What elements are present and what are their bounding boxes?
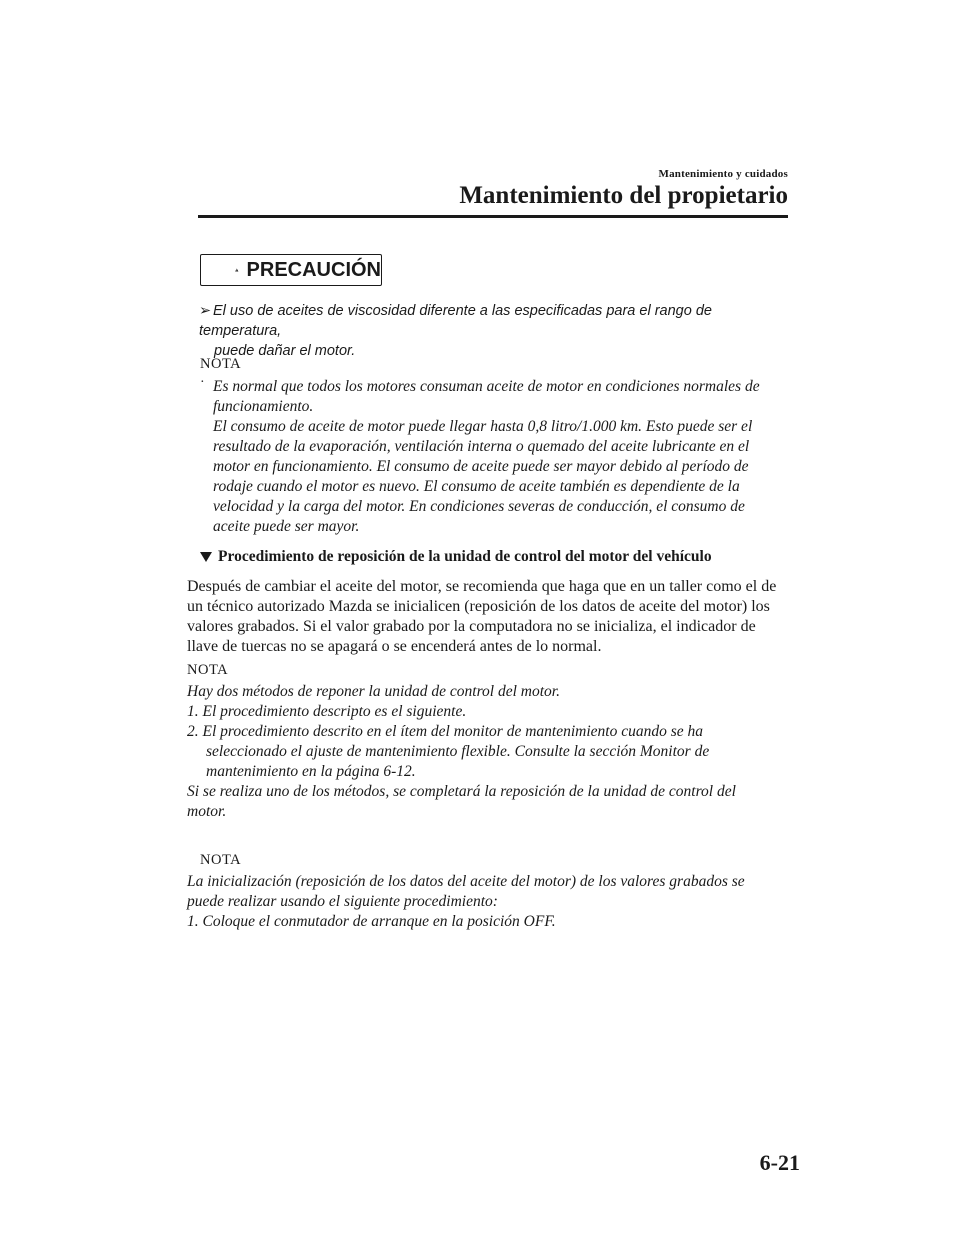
body-line: un técnico autorizado Mazda se inicialicen (reposición de los datos de aceite del motor) los [187, 598, 770, 615]
bullet-dot-icon: · [200, 375, 205, 390]
caution-line: El uso de aceites de viscosidad diferente a las especificadas para el rango de temperatura, [199, 303, 712, 339]
list-item: 2. El procedimiento descrito en el ítem del monitor de mantenimiento cuando se ha [187, 723, 703, 740]
caution-label: PRECAUCIÓN [246, 258, 381, 281]
list-item-continuation: seleccionado el ajuste de mantenimiento flexible. Consulte la sección Monitor de [206, 743, 710, 760]
nota-line: rodaje cuando el motor es nuevo. El consumo de aceite también es dependiente de la [213, 478, 740, 495]
list-item: 1. Coloque el conmutador de arranque en la posición OFF. [187, 913, 556, 930]
triangle-down-icon [200, 551, 212, 563]
caution-line: puede dañar el motor. [214, 343, 356, 359]
nota-line: motor en funcionamiento. El consumo de aceite puede ser mayor debido al período de [213, 458, 749, 475]
nota-line: Hay dos métodos de reponer la unidad de control del motor. [187, 683, 560, 700]
nota-line: puede realizar usando el siguiente procedimiento: [187, 893, 498, 910]
arrow-right-icon: ➢ [199, 303, 212, 319]
section-title: Mantenimiento del propietario [459, 182, 788, 209]
list-item-continuation: mantenimiento en la página 6-12. [206, 763, 416, 780]
nota-body [187, 682, 797, 822]
body-line: Después de cambiar el aceite del motor, se recomienda que haga que en un taller como el de [187, 578, 777, 595]
nota-body [213, 377, 813, 537]
page-number: 6-21 [759, 1150, 800, 1175]
nota-line: velocidad y la carga del motor. En condiciones severas de conducción, el consumo de [213, 498, 745, 515]
nota-line: aceite puede ser mayor. [213, 518, 360, 535]
body-line: valores grabados. Si el valor grabado por la computadora no se inicializa, el indicador de [187, 618, 756, 635]
chapter-title: Mantenimiento y cuidados [658, 168, 788, 180]
caution-text [199, 301, 789, 361]
warning-triangle-icon [235, 260, 239, 280]
nota-label: NOTA [200, 852, 242, 868]
nota-label: NOTA [200, 356, 242, 372]
list-item: 1. El procedimiento descripto es el siguiente. [187, 703, 467, 720]
nota-line: Es normal que todos los motores consuman aceite de motor en condiciones normales de [213, 378, 760, 395]
nota-body [187, 872, 797, 932]
nota-line: motor. [187, 803, 227, 820]
body-line: llave de tuercas no se apagará o se encenderá antes de lo normal. [187, 638, 602, 655]
nota-line: El consumo de aceite de motor puede llegar hasta 0,8 litro/1.000 km. Esto puede ser el [213, 418, 753, 435]
nota-line: resultado de la evaporación, ventilación interna o quemado del aceite lubricante en el [213, 438, 750, 455]
procedure-heading [200, 548, 712, 566]
nota-line: funcionamiento. [213, 398, 314, 415]
nota-label: NOTA [187, 662, 229, 678]
nota-line: La inicialización (reposición de los datos del aceite del motor) de los valores grabados se [187, 873, 745, 890]
procedure-heading-text: Procedimiento de reposición de la unidad de control del motor del vehículo [218, 548, 712, 565]
nota-line: Si se realiza uno de los métodos, se completará la reposición de la unidad de control del [187, 783, 736, 800]
header-divider [198, 215, 788, 218]
procedure-body [187, 577, 797, 657]
caution-badge [200, 254, 382, 286]
